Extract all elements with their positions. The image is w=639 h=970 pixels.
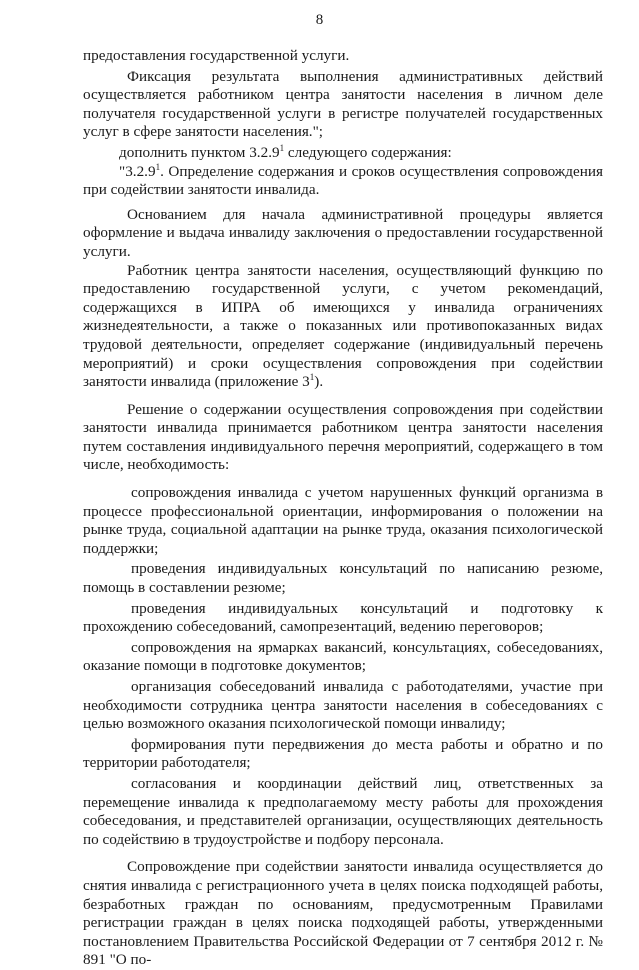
paragraph: предоставления государственной услуги.: [83, 47, 350, 64]
list-item: сопровождения на ярмарках вакансий, консультациях, собеседованиях, оказание помощи в подготовке документов;: [83, 638, 603, 675]
paragraph: Основанием для начала административной процедуры является оформление и выдача инвалиду заключения о предоставлении государственной услуги.: [83, 205, 603, 260]
paragraph: Сопровождение при содействии занятости инвалида осуществляется до снятия инвалида с регистрационного учета в целях поиска подходящей работы, безработных граждан по основаниям, предусмотренным Правилами регистрации граждан в целях поиска подходящей работы, утвержденными постановлением Правительства Российской Федерации от 7 сентября 2012 г. № 891 "О по-: [83, 858, 603, 969]
paragraph: Работник центра занятости населения, осуществляющий функцию по предоставлению государственной услуги, с учетом рекомендаций, содержащихся в ИПРА об имеющихся у инвалида ограничениях жизнедеятельности, а также о показанных или противопоказанных видах трудовой деятельности, определяет содержание (индивидуальный перечень мероприятий) и сроки осуществления сопровождения при содействии занятости инвалида (приложение $3^1$).: [83, 261, 603, 391]
list-item: согласования и координации действий лиц, ответственных за перемещение инвалида к предполагаемому месту работы для прохождения собеседования, и представителей организации, осуществляющих деятельность по содействию в трудоустройстве и подбору персонала.: [83, 774, 603, 848]
page-number: 8: [315, 12, 324, 28]
paragraph: Фиксация результата выполнения административных действий осуществляется работником центра занятости населения в личном деле получателя государственной услуги в регистре получателей государственных услуг в сфере занятости населения.";: [83, 67, 603, 141]
paragraph: Решение о содержании осуществления сопровождения при содействии занятости инвалида принимается работником центра занятости населения путем составления индивидуального перечня мероприятий, содержащего в том числе, необходимость:: [83, 400, 603, 474]
list-item: проведения индивидуальных консультаций и подготовку к прохождению собеседований, самопрезентаций, ведению переговоров;: [83, 599, 603, 636]
paragraph: "3.2.9$^1$. Определение содержания и сроков осуществления сопровождения при содействии занятости инвалида.: [83, 161, 603, 199]
list-item: проведения индивидуальных консультаций по написанию резюме, помощь в составлении резюме;: [83, 560, 603, 597]
list-item: формирования пути передвижения до места работы и обратно и по территории работодателя;: [83, 735, 603, 772]
list-item: организация собеседований инвалида с работодателями, участие при необходимости сотрудника центра занятости населения в собеседованиях с целью возможного оказания психологической помощи инвалиду;: [83, 678, 603, 733]
list-item: сопровождения инвалида с учетом нарушенных функций организма в процессе профессиональной ориентации, информирования о положении на рынке труда, социальной адаптации на рынке труда, оказания психологической поддержки;: [83, 484, 603, 557]
document-body: [83, 47, 603, 970]
paragraph: дополнить пунктом 3.2.9$^1$ следующего содержания:: [119, 142, 452, 161]
